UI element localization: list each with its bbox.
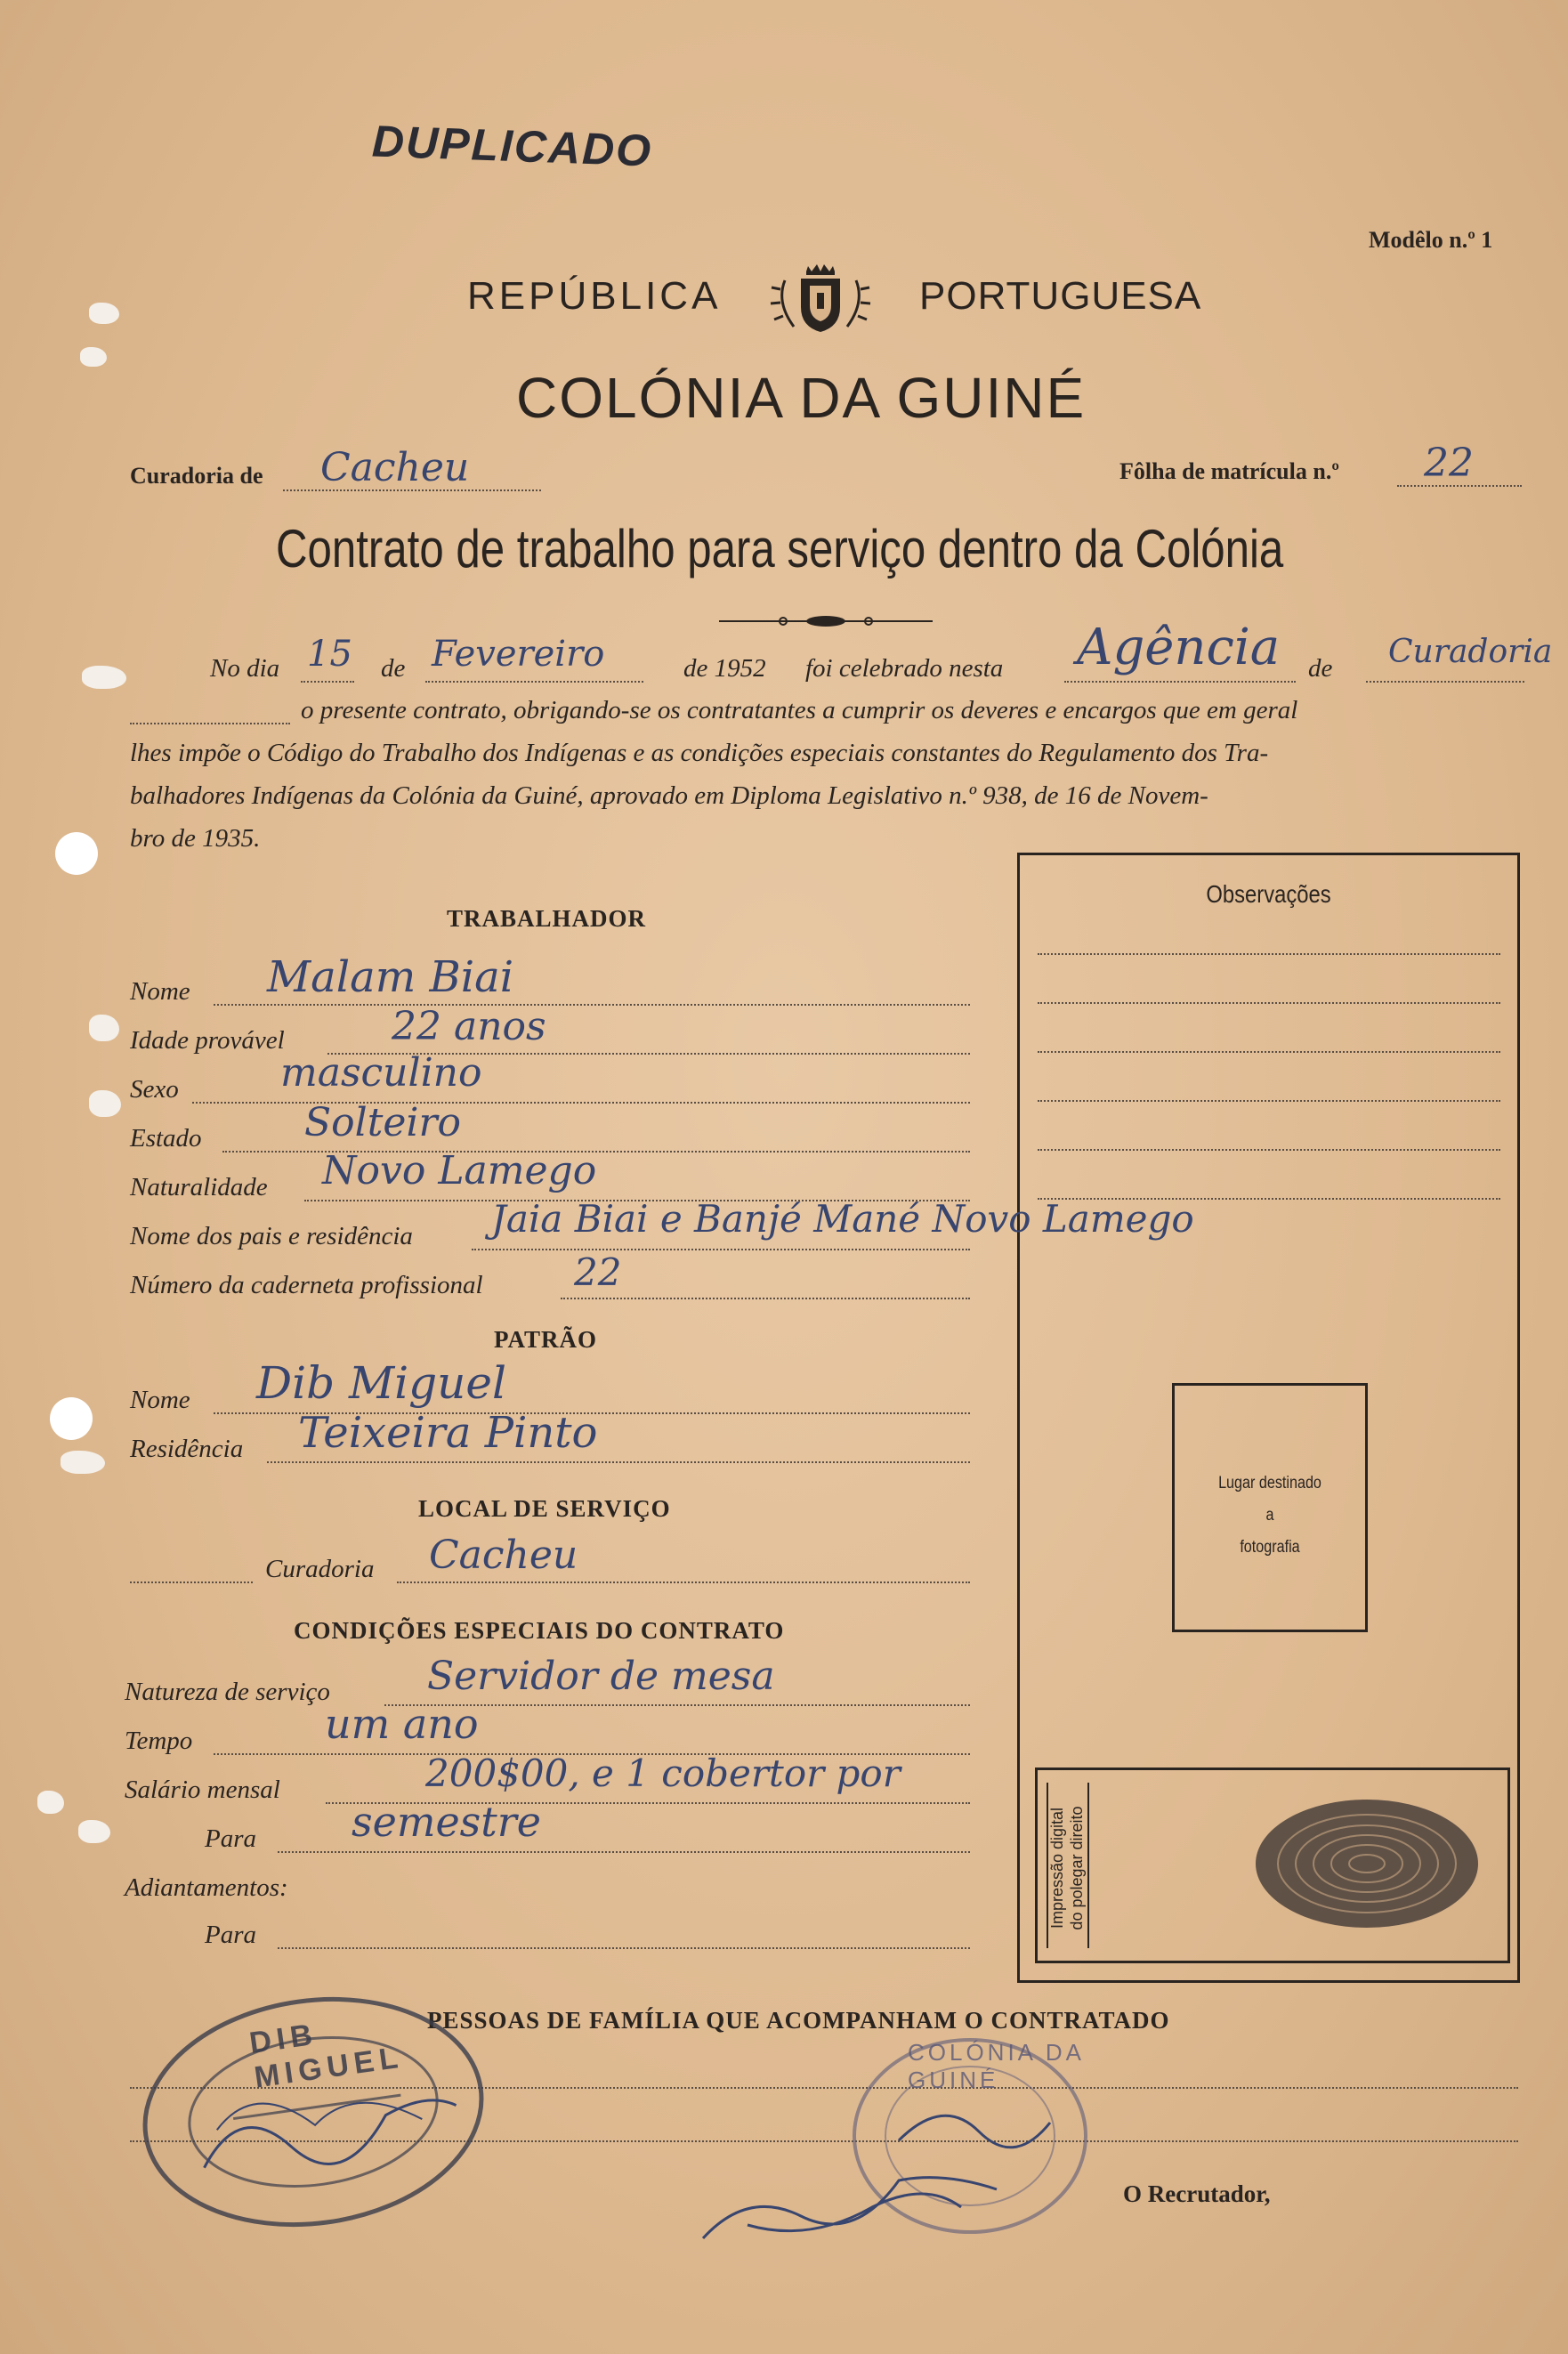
tempo-value: um ano xyxy=(325,1700,479,1748)
intro-no-dia: No dia xyxy=(210,654,280,683)
patrao-nome-label: Nome xyxy=(130,1386,190,1414)
para-line xyxy=(278,1851,970,1853)
obs-line xyxy=(1038,1149,1500,1151)
residencia-label: Residência xyxy=(130,1435,244,1463)
paper-tear xyxy=(89,1015,119,1041)
para2-line xyxy=(278,1947,970,1949)
local-label: Curadoria xyxy=(265,1555,375,1583)
residencia-value: Teixeira Pinto xyxy=(298,1408,598,1458)
punch-hole xyxy=(55,832,98,875)
header-portuguesa: PORTUGUESA xyxy=(919,274,1202,318)
salario-value: 200$00, e 1 cobertor por xyxy=(425,1751,901,1795)
sexo-value: masculino xyxy=(280,1050,482,1096)
idade-value: 22 anos xyxy=(392,1004,546,1049)
entity-line xyxy=(1366,681,1524,683)
photo-box xyxy=(1172,1383,1368,1632)
ornament-divider xyxy=(719,612,933,630)
recrutador-label: O Recrutador, xyxy=(1123,2180,1271,2207)
intro-line3: lhes impõe o Código do Trabalho dos Indígenas e as condições especiais constantes do Regulamento dos Tra- xyxy=(130,739,1269,767)
photo-box-label xyxy=(1189,1468,1351,1564)
intro-line4: balhadores Indígenas da Colónia da Guiné, aprovado em Diploma Legislativo n.º 938, de 16 de Novem- xyxy=(130,781,1208,810)
intro-year: de 1952 xyxy=(683,654,766,683)
patrao-heading: PATRÃO xyxy=(494,1326,597,1353)
intro-celebrado: foi celebrado nesta xyxy=(805,654,1004,683)
naturalidade-label: Naturalidade xyxy=(130,1173,268,1201)
intro-de2: de xyxy=(1308,654,1333,683)
intro-entity: Curadoria xyxy=(1388,634,1553,670)
employer-stamp xyxy=(120,1968,506,2255)
obs-line xyxy=(1038,1051,1500,1053)
header-republica: REPÚBLICA xyxy=(467,274,722,318)
photo-label-line: fotografia xyxy=(1240,1538,1300,1557)
local-heading: LOCAL DE SERVIÇO xyxy=(418,1495,671,1522)
curadoria-label: Curadoria de xyxy=(130,463,263,489)
fingerprint-label-line: Impressão digital xyxy=(1048,1807,1066,1929)
residencia-line xyxy=(267,1461,970,1463)
estado-value: Solteiro xyxy=(304,1100,462,1145)
photo-label-line: a xyxy=(1265,1506,1274,1525)
intro-line2: o presente contrato, obrigando-se os contratantes a cumprir os deveres e encargos que em geral xyxy=(301,696,1298,724)
curadoria-value: Cacheu xyxy=(320,445,470,490)
paper-tear xyxy=(61,1451,105,1474)
naturalidade-value: Novo Lamego xyxy=(322,1148,597,1193)
para2-label: Para xyxy=(205,1921,256,1949)
photo-label-line: Lugar destinado xyxy=(1218,1474,1321,1492)
observacoes-title: Observações xyxy=(1206,880,1331,908)
nome-value: Malam Biai xyxy=(267,952,514,1002)
intro-line2-dots xyxy=(130,723,290,724)
natureza-label: Natureza de serviço xyxy=(125,1678,330,1706)
paper-tear xyxy=(78,1820,110,1843)
trabalhador-heading: TRABALHADOR xyxy=(447,905,647,932)
paper-tear xyxy=(82,666,126,689)
folha-value: 22 xyxy=(1424,441,1474,486)
caderneta-value: 22 xyxy=(574,1250,622,1294)
fingerprint-box xyxy=(1035,1768,1510,1963)
natureza-value: Servidor de mesa xyxy=(427,1654,775,1699)
model-number: Modêlo n.º 1 xyxy=(1369,227,1493,253)
place-line xyxy=(1064,681,1296,683)
pais-value: Jaia Biai e Banjé Mané Novo Lamego xyxy=(491,1197,1194,1241)
caderneta-label: Número da caderneta profissional xyxy=(130,1271,483,1299)
family-heading: PESSOAS DE FAMÍLIA QUE ACOMPANHAM O CONTRATADO xyxy=(427,2007,1170,2034)
observacoes-box xyxy=(1017,853,1520,1983)
contract-title: Contrato de trabalho para serviço dentro da Colónia xyxy=(276,519,1284,578)
sexo-label: Sexo xyxy=(130,1075,179,1104)
idade-label: Idade provável xyxy=(130,1026,285,1055)
caderneta-line xyxy=(561,1298,970,1299)
estado-label: Estado xyxy=(130,1124,202,1153)
intro-line5: bro de 1935. xyxy=(130,824,261,853)
condicoes-heading: CONDIÇÕES ESPECIAIS DO CONTRATO xyxy=(294,1617,785,1644)
paper-tear xyxy=(37,1791,64,1814)
tempo-label: Tempo xyxy=(125,1727,193,1755)
obs-line xyxy=(1038,1100,1500,1102)
fingerprint-label-line: do polegar direito xyxy=(1068,1806,1086,1930)
recruiter-signature xyxy=(694,2154,1014,2252)
fingerprint-label xyxy=(1047,1792,1087,1944)
patrao-nome-value: Dib Miguel xyxy=(256,1357,506,1409)
fingerprint-icon xyxy=(1233,1788,1483,1939)
folha-label: Fôlha de matrícula n.º xyxy=(1119,458,1339,484)
pais-line xyxy=(472,1249,970,1250)
nome-line xyxy=(214,1004,970,1006)
local-pre-line xyxy=(130,1581,253,1583)
header-colony: COLÓNIA DA GUINÉ xyxy=(516,366,1087,430)
paper-tear xyxy=(89,1090,121,1117)
local-line xyxy=(397,1581,970,1583)
intro-day: 15 xyxy=(307,634,352,675)
local-value: Cacheu xyxy=(429,1533,578,1578)
para-label: Para xyxy=(205,1824,256,1853)
colony-stamp-text: COLÓNIA DA GUINÉ xyxy=(908,2039,1084,2093)
intro-de: de xyxy=(381,654,406,683)
paper-tear xyxy=(89,303,119,324)
obs-line xyxy=(1038,953,1500,955)
employer-stamp-text: DIB MIGUEL xyxy=(247,2017,406,2095)
intro-place: Agência xyxy=(1077,619,1281,676)
fingerprint-divider-right xyxy=(1087,1783,1089,1948)
para-value: semestre xyxy=(352,1798,541,1846)
pais-label: Nome dos pais e residência xyxy=(130,1222,413,1250)
month-line xyxy=(425,681,643,683)
intro-month: Fevereiro xyxy=(432,634,605,675)
day-line xyxy=(301,681,354,683)
salario-label: Salário mensal xyxy=(125,1776,280,1804)
adiantamentos-label: Adiantamentos: xyxy=(125,1873,288,1902)
obs-line xyxy=(1038,1002,1500,1004)
paper-tear xyxy=(80,347,107,367)
duplicado-stamp: DUPLICADO xyxy=(371,116,654,176)
coat-of-arms-icon xyxy=(767,263,874,337)
nome-label: Nome xyxy=(130,977,190,1006)
punch-hole xyxy=(50,1397,93,1440)
